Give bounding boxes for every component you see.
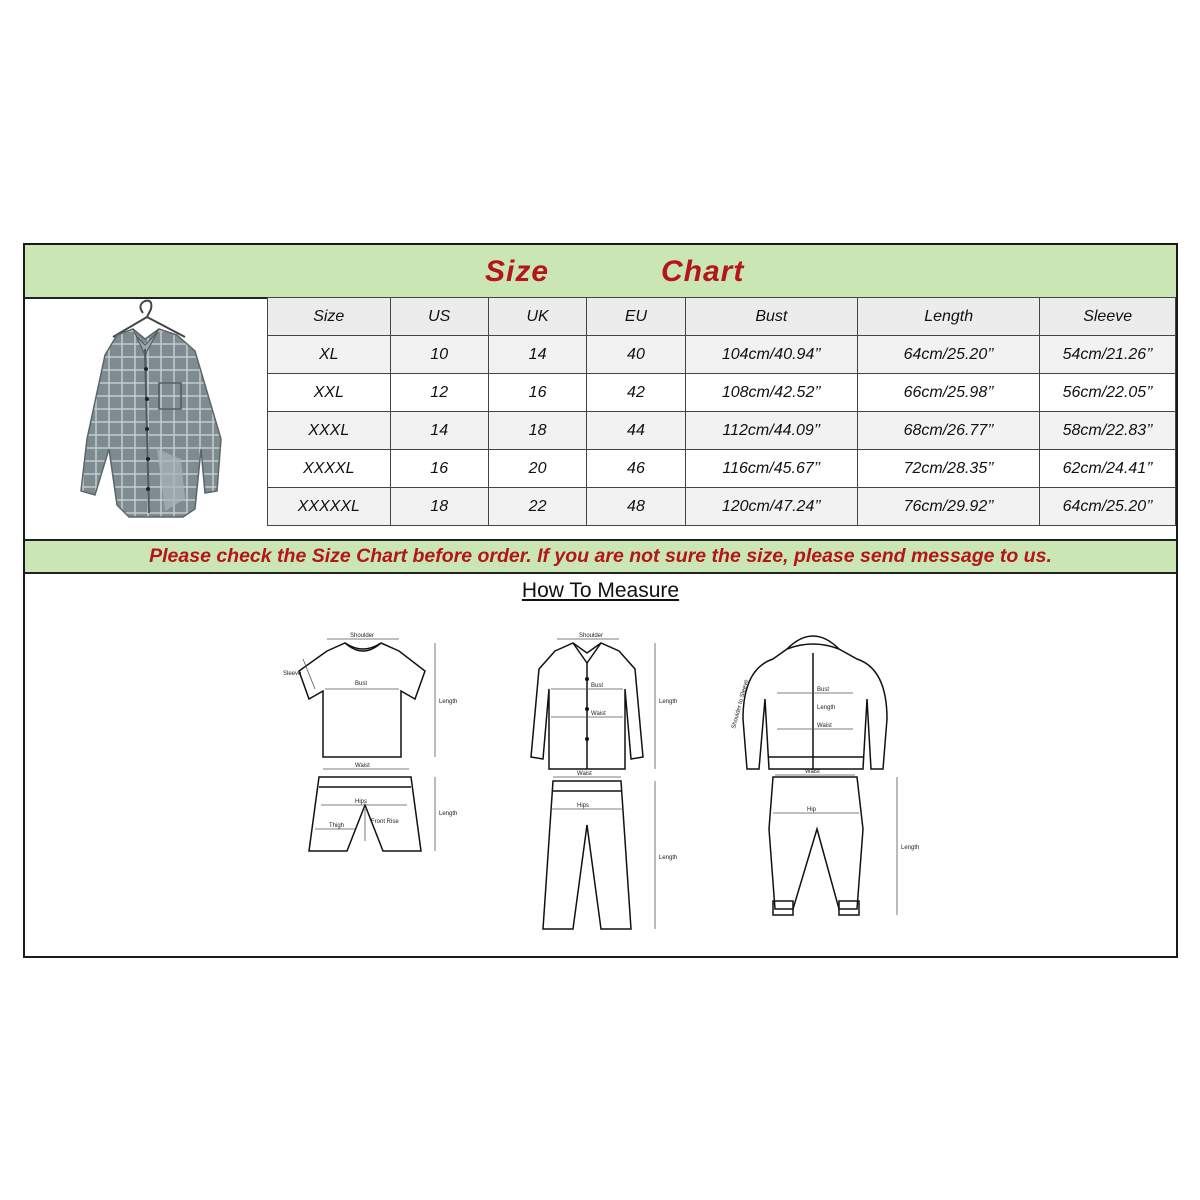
table-cell: 18 (488, 412, 586, 450)
table-cell: 10 (390, 336, 488, 374)
table-cell: 58cm/22.83’’ (1040, 412, 1176, 450)
table-cell: 116cm/45.67’’ (685, 450, 857, 488)
title-bar (25, 245, 1176, 299)
table-cell: XXXXXL (268, 488, 391, 526)
header-bust: Bust (685, 298, 857, 336)
header-sleeve: Sleeve (1040, 298, 1176, 336)
title-word-size: Size (485, 255, 550, 288)
label-shoulder-to-sleeve: Shoulder to Sleeve (731, 678, 751, 730)
table-cell: 64cm/25.20’’ (1040, 488, 1176, 526)
table-cell: XXXL (268, 412, 391, 450)
shirt-pants-diagram (507, 629, 717, 949)
table-row (268, 412, 1176, 450)
label-bust: Bust (817, 687, 830, 693)
table-cell: 44 (587, 412, 685, 450)
table-cell: 54cm/21.26’’ (1040, 336, 1176, 374)
table-cell: XXXXL (268, 450, 391, 488)
label-waist: Waist (591, 711, 606, 717)
table-cell: 14 (488, 336, 586, 374)
table-row (268, 488, 1176, 526)
table-cell: 64cm/25.20’’ (858, 336, 1040, 374)
label-length: Length (817, 705, 836, 711)
header-size: Size (268, 298, 391, 336)
table-row (268, 450, 1176, 488)
label-pants-hips: Hips (577, 803, 590, 809)
table-header-row (268, 298, 1176, 336)
table-cell: 12 (390, 374, 488, 412)
hoodie-joggers-diagram (717, 629, 947, 949)
how-to-measure-title: How To Measure (521, 579, 680, 602)
table-cell: 48 (587, 488, 685, 526)
label-sleeve: Sleeve (283, 671, 302, 677)
label-shorts-length: Length (439, 811, 458, 817)
table-cell: 22 (488, 488, 586, 526)
table-cell: 72cm/28.35’’ (858, 450, 1040, 488)
label-waist: Waist (355, 763, 370, 769)
label-hips: Hips (355, 799, 368, 805)
table-row (268, 336, 1176, 374)
table-cell: 16 (488, 374, 586, 412)
table-cell: 120cm/47.24’’ (685, 488, 857, 526)
label-length: Length (659, 699, 678, 705)
label-pants-length: Length (659, 855, 678, 861)
table-cell: 16 (390, 450, 488, 488)
table-cell: 46 (587, 450, 685, 488)
product-image (25, 299, 266, 535)
size-table (267, 297, 1176, 526)
table-cell: 18 (390, 488, 488, 526)
header-uk: UK (488, 298, 586, 336)
label-joggers-length: Length (901, 845, 920, 851)
table-row (268, 374, 1176, 412)
size-chart-frame (23, 243, 1178, 958)
label-pants-waist: Waist (577, 771, 592, 777)
table-cell: 20 (488, 450, 586, 488)
table-cell: XXL (268, 374, 391, 412)
label-shoulder: Shoulder (579, 633, 604, 639)
table-cell: XL (268, 336, 391, 374)
table-cell: 76cm/29.92’’ (858, 488, 1040, 526)
table-cell: 68cm/26.77’’ (858, 412, 1040, 450)
table-cell: 40 (587, 336, 685, 374)
table-cell: 56cm/22.05’’ (1040, 374, 1176, 412)
notice-text: Please check the Size Chart before order. If you are not sure the size, please send message to us. (149, 545, 1052, 567)
tshirt-shorts-diagram (275, 629, 505, 929)
table-cell: 62cm/24.41’’ (1040, 450, 1176, 488)
label-length: Length (439, 699, 458, 705)
plaid-shirt-image (25, 299, 266, 535)
table-cell: 14 (390, 412, 488, 450)
table-cell: 66cm/25.98’’ (858, 374, 1040, 412)
label-bust: Bust (355, 681, 368, 687)
table-cell: 104cm/40.94’’ (685, 336, 857, 374)
label-waist: Waist (817, 723, 832, 729)
label-bust: Bust (591, 683, 604, 689)
label-joggers-hip: Hip (807, 807, 817, 813)
label-shoulder: Shoulder (350, 633, 375, 639)
header-eu: EU (587, 298, 685, 336)
label-thigh: Thigh (329, 823, 345, 829)
table-cell: 112cm/44.09’’ (685, 412, 857, 450)
title-word-chart: Chart (661, 255, 745, 288)
header-length: Length (858, 298, 1040, 336)
table-cell: 42 (587, 374, 685, 412)
header-us: US (390, 298, 488, 336)
notice-bar (25, 539, 1176, 574)
label-joggers-waist: Waist (805, 769, 820, 775)
label-front-rise: Front Rise (371, 819, 399, 825)
table-cell: 108cm/42.52’’ (685, 374, 857, 412)
